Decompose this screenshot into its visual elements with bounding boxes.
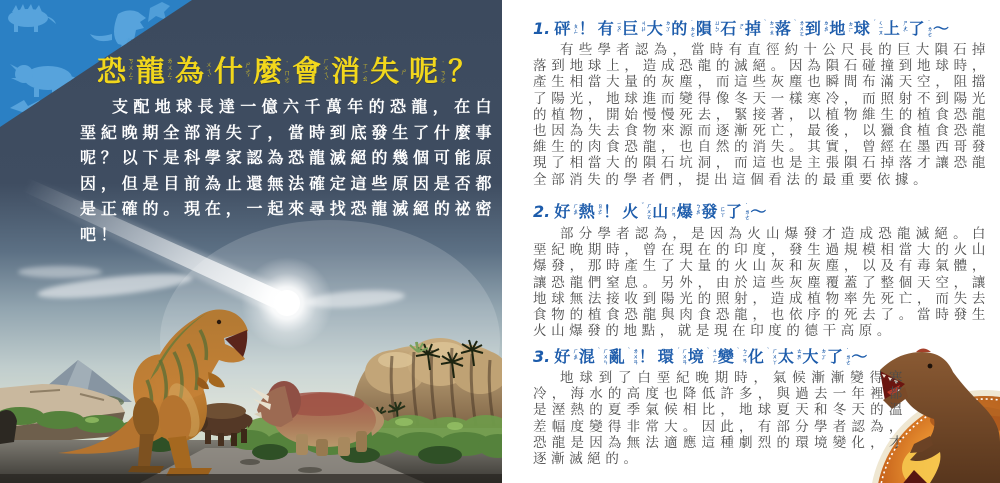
section-1-heading xyxy=(533,19,952,38)
page-title: 恐 ㄎㄨㄥˇ 龍 ㄌㄨㄥˊ 為 ㄨㄟˋ 什 ㄕㄜˊ 麼 ˙ㄇㄜ 會 ㄏㄨㄟˋ 消 ㄒㄧㄠ 失 ㄕ 呢 ˙ㄋㄜ ？ xyxy=(97,54,478,88)
section-2-heading xyxy=(533,202,769,221)
section-1-title: 砰 ㄆㄥ ！ 有 ㄧㄡˇ 巨 ㄐㄩˋ 大 ㄉㄚˋ 的 ˙ㄉㄜ 隕 ㄩㄣˇ 石 ㄕˊ 掉 ㄉㄧㄠˋ 落 ㄌㄨㄛˋ 到 ㄉㄠˋ 地 ㄉㄧˋ 球 ㄑㄧㄡˊ 上 ㄕㄤˋ 了 ˙ㄌㄜ ～ xyxy=(554,19,949,38)
section-3-number: 3. xyxy=(533,347,551,366)
section-3-heading xyxy=(533,347,870,366)
section-1-number: 1. xyxy=(533,19,551,38)
section-2-title: 好 ㄏㄠˇ 熱 ㄖㄜˋ ！ 火 ㄏㄨㄛˇ 山 ㄕㄢ 爆 ㄅㄠˋ 發 ㄈㄚ 了 ˙ㄌㄜ ～ xyxy=(554,202,767,221)
section-3-title: 好 ㄏㄠˇ 混 ㄏㄨㄣˋ 亂 ㄌㄨㄢˋ ！ 環 ㄏㄨㄢˊ 境 ㄐㄧㄥˋ 變 ㄅㄧㄢˋ 化 ㄏㄨㄚˋ 太 ㄊㄞˋ 大 ㄉㄚˋ 了 ˙ㄌㄜ ～ xyxy=(554,347,868,366)
intro-paragraph: 支配地球長達一億六千萬年的恐龍，在白堊紀晚期全部消失了，當時到底發生了什麼事呢？以下是科學家認為恐龍滅絕的幾個可能原因，但是目前為止還無法確定這些原因是否都是正確的。現在，一起來尋找恐龍滅絕的祕密吧！ xyxy=(80,97,496,244)
section-3-body: 地球到了白堊紀晚期時，氣候漸漸變得寒冷，海水的高度也降低許多，與過去一年裡都是溼熱的夏季氣候相比，地球夏天和冬天的溫差幅度變得非常大。因此，有部分學者認為，恐龍是因為無法適應這種劇烈的環境變化，才逐漸滅絕的。 xyxy=(533,370,907,468)
section-2-body: 部分學者認為，是因為火山爆發才造成恐龍滅絕。白堊紀晚期時，曾在現在的印度，發生過規模相當大的火山爆發，那時產生了大量的火山灰和灰塵，以及有毒氣體，讓恐龍們窒息。另外，由於這些灰塵覆蓋了整個天空，讓地球無法接收到陽光的照射，造成植物率先死亡，而失去食物的植食恐龍與肉食恐龍，也依序的死去了。當時發生火山爆發的地點，就是現在印度的德干高原。 xyxy=(533,226,990,340)
right-page xyxy=(502,0,1000,483)
section-1-body: 有些學者認為，當時有直徑約十公尺長的巨大隕石掉落到地球上，造成恐龍的滅絕。因為隕石碰撞到地球時，產生相當大量的灰塵，而這些灰塵也瞬間布滿天空，阻擋了陽光，地球進而變得像冬天一樣寒冷，而照射不到陽光的植物，開始慢慢死去，緊接著，以植物維生的植食恐龍也因為失去食物來源而逐漸死亡，最後，以獵食植食恐龍維生的肉食恐龍，也自然的消失。其實，曾經在墨西哥發現了相當大的隕石坑洞，而這也是主張隕石掉落才讓恐龍全部消失的學者們，提出這個看法的最重要依據。 xyxy=(533,42,990,188)
section-2-number: 2. xyxy=(533,202,551,221)
